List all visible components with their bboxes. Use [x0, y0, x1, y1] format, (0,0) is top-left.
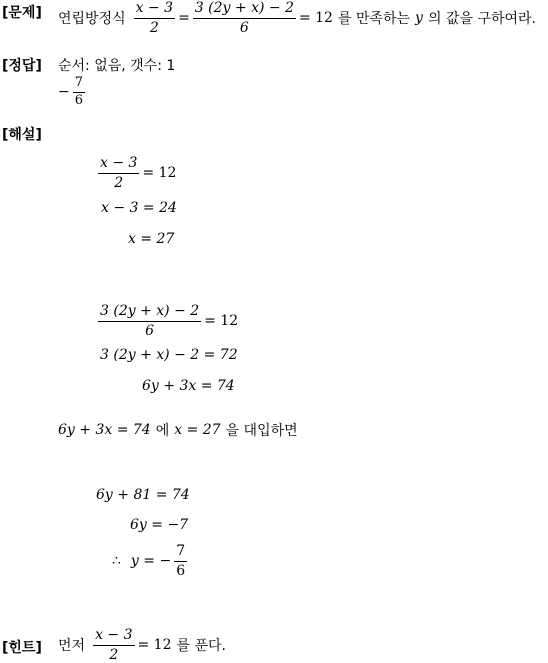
solution-label: [해설]: [2, 127, 42, 143]
answer-sign: −: [58, 84, 70, 100]
substitute-tail: 을 대입하면: [225, 423, 298, 439]
problem-lead: 연립방정식: [58, 11, 126, 27]
solution-b3-lhs: y = −: [130, 553, 172, 569]
solution-b1-line1: [95, 154, 176, 192]
fraction-denominator: 2: [114, 174, 124, 191]
fraction-numerator: x − 3: [93, 627, 134, 645]
solution-b1-line2: x − 3 = 24: [101, 200, 177, 216]
substitute-equation: 6y + 3x = 74: [58, 422, 151, 438]
fraction-numerator: 7: [73, 76, 85, 93]
fraction-denominator: 6: [239, 19, 249, 36]
solution-b2-fraction: [98, 303, 201, 338]
solution-b1-fraction: [98, 155, 139, 190]
fraction-denominator: 6: [74, 92, 84, 108]
problem-tail: 를 만족하는: [337, 11, 411, 27]
hint-label: [힌트]: [2, 640, 42, 656]
solution-b2-line2: 3 (2y + x) − 2 = 72: [100, 347, 238, 363]
solution-b3-line1: 6y + 81 = 74: [96, 487, 190, 503]
fraction-numerator: 3 (2y + x) − 2: [193, 0, 296, 18]
fraction-denominator: 6: [176, 562, 186, 579]
equals-sign: =: [178, 10, 190, 26]
problem-fraction-2: [193, 0, 296, 35]
fraction-numerator: x − 3: [134, 0, 175, 18]
solution-substitute: [58, 420, 298, 440]
hint-rhs: = 12: [137, 637, 172, 653]
fraction-denominator: 2: [149, 19, 159, 36]
solution-b3-fraction: [174, 543, 187, 578]
fraction-numerator: 3 (2y + x) − 2: [98, 303, 201, 321]
problem-tail-2: 의 값을 구하여라.: [427, 11, 536, 27]
fraction-denominator: 6: [145, 322, 155, 339]
answer-value: [58, 76, 88, 108]
answer-line: 순서: 없음, 갯수: 1: [58, 58, 176, 74]
answer-fraction: [73, 76, 85, 109]
problem-fraction-1: [134, 0, 175, 35]
solution-b2-line1: [95, 302, 238, 340]
hint-tail: 를 푼다.: [176, 638, 226, 654]
problem-statement: [58, 0, 536, 36]
hint-fraction: [93, 627, 134, 662]
solution-b1-rhs: = 12: [142, 165, 177, 181]
equals-twelve: = 12: [298, 10, 333, 26]
fraction-denominator: 2: [109, 646, 119, 663]
hint-statement: [58, 627, 226, 663]
solution-b1-line3: x = 27: [128, 231, 175, 247]
problem-variable: y: [415, 10, 423, 26]
hint-lead: 먼저: [58, 638, 86, 654]
answer-label: [정답]: [2, 58, 42, 74]
solution-b2-rhs: = 12: [204, 313, 239, 329]
solution-b3-line3: [112, 542, 190, 580]
therefore-symbol: ∴: [112, 553, 121, 569]
solution-b3-line2: 6y = −7: [130, 517, 189, 533]
substitute-mid: 에: [155, 423, 170, 439]
problem-label: [문제]: [2, 5, 42, 21]
solution-b2-line3: 6y + 3x = 74: [142, 378, 235, 394]
fraction-numerator: 7: [174, 543, 187, 561]
fraction-numerator: x − 3: [98, 155, 139, 173]
substitute-value: x = 27: [174, 422, 221, 438]
